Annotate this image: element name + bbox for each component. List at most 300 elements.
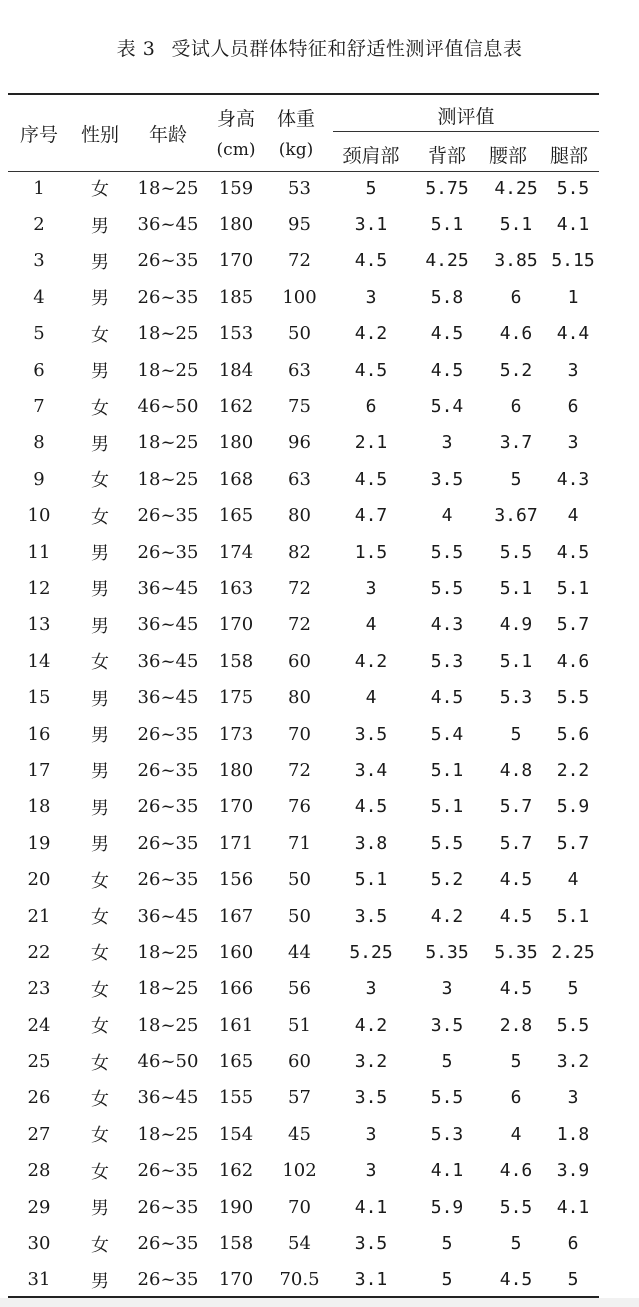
cell-waist: 5.5	[499, 1196, 533, 1218]
cell-back: 5.5	[430, 1087, 464, 1109]
header-weight: 体重	[276, 108, 315, 130]
cell-height: 184	[218, 359, 254, 381]
cell-back: 5.5	[430, 832, 464, 854]
cell-waist: 3.67	[494, 505, 538, 527]
data-table	[8, 170, 599, 1298]
cell-height: 175	[218, 687, 254, 709]
table-row	[8, 861, 599, 897]
cell-neck-shoulder: 5.1	[354, 869, 388, 891]
cell-back: 5.9	[430, 1196, 464, 1218]
cell-height: 163	[218, 577, 254, 599]
cell-neck-shoulder: 3	[365, 1123, 377, 1145]
cell-weight: 60	[288, 1051, 311, 1073]
cell-index: 5	[33, 323, 45, 345]
cell-gender: 男	[91, 797, 109, 819]
cell-index: 10	[27, 505, 51, 527]
table-row	[8, 1262, 599, 1298]
cell-back: 5.75	[425, 177, 469, 199]
cell-height: 160	[218, 941, 254, 963]
cell-leg: 5.5	[556, 1014, 590, 1036]
cell-waist: 2.8	[499, 1014, 533, 1036]
cell-neck-shoulder: 4.5	[354, 250, 388, 272]
cell-height: 170	[218, 1269, 254, 1291]
cell-age: 36~45	[137, 650, 199, 672]
cell-height: 159	[218, 177, 254, 199]
cell-back: 5.2	[430, 869, 464, 891]
cell-index: 15	[27, 687, 51, 709]
table-row	[8, 825, 599, 861]
cell-age: 36~45	[137, 687, 199, 709]
cell-neck-shoulder: 3	[365, 1160, 377, 1182]
cell-leg: 4	[567, 869, 579, 891]
cell-age: 18~25	[137, 359, 199, 381]
header-score-group: 测评值	[437, 106, 495, 128]
cell-leg: 4.4	[556, 323, 590, 345]
header-index: 序号	[19, 124, 58, 146]
cell-leg: 5.15	[551, 250, 595, 272]
cell-weight: 72	[288, 759, 311, 781]
cell-age: 26~35	[137, 1196, 199, 1218]
cell-index: 8	[33, 432, 45, 454]
header-waist: 腰部	[488, 145, 527, 167]
table-row	[8, 425, 599, 461]
cell-back: 5.1	[430, 759, 464, 781]
cell-index: 23	[27, 978, 51, 1000]
table-row	[8, 570, 599, 606]
cell-gender: 男	[91, 615, 109, 637]
cell-back: 4.2	[430, 905, 464, 927]
table-row	[8, 206, 599, 242]
cell-waist: 5.3	[499, 687, 533, 709]
cell-back: 4.5	[430, 359, 464, 381]
cell-waist: 5.1	[499, 650, 533, 672]
cell-leg: 6	[567, 1233, 579, 1255]
cell-waist: 4.5	[499, 869, 533, 891]
cell-index: 16	[27, 723, 51, 745]
cell-index: 7	[33, 396, 45, 418]
cell-back: 5.3	[430, 1123, 464, 1145]
cell-age: 18~25	[137, 323, 199, 345]
cell-age: 26~35	[137, 250, 199, 272]
cell-age: 18~25	[137, 177, 199, 199]
cell-back: 5	[441, 1233, 453, 1255]
cell-neck-shoulder: 4	[365, 614, 377, 636]
cell-leg: 4.5	[556, 541, 590, 563]
cell-age: 26~35	[137, 759, 199, 781]
cell-height: 155	[218, 1087, 254, 1109]
cell-gender: 男	[91, 288, 109, 310]
cell-waist: 4.9	[499, 614, 533, 636]
cell-age: 26~35	[137, 1160, 199, 1182]
cell-waist: 6	[510, 286, 522, 308]
cell-gender: 男	[91, 688, 109, 710]
cell-neck-shoulder: 4.2	[354, 323, 388, 345]
cell-neck-shoulder: 3.8	[354, 832, 388, 854]
table-row	[8, 643, 599, 679]
cell-neck-shoulder: 3	[365, 978, 377, 1000]
cell-leg: 5	[567, 1269, 579, 1291]
cell-gender: 女	[91, 179, 109, 201]
cell-leg: 5.5	[556, 687, 590, 709]
table-row	[8, 1080, 599, 1116]
cell-height: 168	[218, 468, 254, 490]
cell-back: 3.5	[430, 1014, 464, 1036]
cell-height: 166	[218, 978, 254, 1000]
cell-index: 20	[27, 869, 51, 891]
table-row	[8, 789, 599, 825]
cell-waist: 6	[510, 1087, 522, 1109]
cell-neck-shoulder: 6	[365, 396, 377, 418]
cell-waist: 4.5	[499, 905, 533, 927]
cell-neck-shoulder: 3.1	[354, 214, 388, 236]
cell-neck-shoulder: 4.2	[354, 1014, 388, 1036]
cell-gender: 女	[91, 470, 109, 492]
cell-height: 158	[218, 650, 254, 672]
cell-waist: 5.5	[499, 541, 533, 563]
cell-index: 31	[27, 1269, 51, 1291]
cell-weight: 76	[288, 796, 311, 818]
cell-index: 28	[27, 1160, 51, 1182]
cell-leg: 5.7	[556, 614, 590, 636]
cell-neck-shoulder: 3	[365, 286, 377, 308]
cell-age: 26~35	[137, 1233, 199, 1255]
cell-leg: 1	[567, 286, 579, 308]
cell-leg: 3.9	[556, 1160, 590, 1182]
cell-index: 1	[33, 177, 45, 199]
table-row	[8, 243, 599, 279]
cell-neck-shoulder: 3.5	[354, 723, 388, 745]
cell-neck-shoulder: 5.25	[349, 941, 393, 963]
cell-index: 27	[27, 1123, 51, 1145]
cell-age: 46~50	[137, 396, 199, 418]
cell-height: 180	[218, 214, 254, 236]
cell-gender: 女	[91, 1125, 109, 1147]
cell-weight: 50	[288, 905, 311, 927]
cell-gender: 女	[91, 397, 109, 419]
header-height: 身高	[216, 108, 255, 130]
cell-leg: 4.3	[556, 468, 590, 490]
cell-weight: 80	[288, 505, 311, 527]
cell-waist: 5	[510, 1051, 522, 1073]
cell-neck-shoulder: 4.7	[354, 505, 388, 527]
cell-back: 5	[441, 1051, 453, 1073]
cell-back: 5.5	[430, 577, 464, 599]
cell-weight: 100	[282, 286, 317, 308]
cell-leg: 5.5	[556, 177, 590, 199]
table-row	[8, 752, 599, 788]
cell-height: 156	[218, 869, 254, 891]
cell-back: 5	[441, 1269, 453, 1291]
cell-weight: 70	[288, 723, 311, 745]
cell-weight: 53	[288, 177, 311, 199]
cell-neck-shoulder: 3.2	[354, 1051, 388, 1073]
cell-neck-shoulder: 4.5	[354, 359, 388, 381]
cell-neck-shoulder: 3.5	[354, 1233, 388, 1255]
table-row	[8, 461, 599, 497]
table-number: 表 3	[116, 38, 156, 60]
cell-gender: 男	[91, 361, 109, 383]
cell-gender: 女	[91, 979, 109, 1001]
cell-leg: 5.6	[556, 723, 590, 745]
header-back: 背部	[427, 145, 466, 167]
table-row	[8, 898, 599, 934]
cell-gender: 女	[91, 1052, 109, 1074]
cell-leg: 3	[567, 432, 579, 454]
cell-age: 26~35	[137, 505, 199, 527]
table-row	[8, 388, 599, 424]
cell-back: 4.5	[430, 323, 464, 345]
cell-waist: 6	[510, 396, 522, 418]
cell-leg: 4	[567, 505, 579, 527]
cell-waist: 5.7	[499, 796, 533, 818]
cell-age: 26~35	[137, 1269, 199, 1291]
cell-leg: 5.1	[556, 905, 590, 927]
cell-gender: 女	[91, 943, 109, 965]
cell-neck-shoulder: 4.2	[354, 650, 388, 672]
cell-neck-shoulder: 3.5	[354, 1087, 388, 1109]
cell-height: 180	[218, 432, 254, 454]
cell-leg: 5.9	[556, 796, 590, 818]
table-caption	[0, 34, 639, 61]
cell-gender: 男	[91, 1270, 109, 1292]
cell-back: 3.5	[430, 468, 464, 490]
cell-waist: 5.7	[499, 832, 533, 854]
table-row	[8, 534, 599, 570]
cell-age: 18~25	[137, 1123, 199, 1145]
cell-leg: 2.25	[551, 941, 595, 963]
cell-age: 26~35	[137, 869, 199, 891]
cell-gender: 男	[91, 834, 109, 856]
cell-index: 29	[27, 1196, 51, 1218]
cell-index: 25	[27, 1051, 51, 1073]
cell-height: 185	[218, 286, 254, 308]
table-body	[8, 170, 599, 1298]
cell-age: 18~25	[137, 432, 199, 454]
cell-gender: 男	[91, 725, 109, 747]
cell-neck-shoulder: 3.1	[354, 1269, 388, 1291]
cell-neck-shoulder: 3.4	[354, 759, 388, 781]
table-row	[8, 1116, 599, 1152]
cell-waist: 3.7	[499, 432, 533, 454]
cell-neck-shoulder: 5	[365, 177, 377, 199]
cell-back: 4.1	[430, 1160, 464, 1182]
cell-back: 5.8	[430, 286, 464, 308]
page-edge	[0, 1298, 639, 1307]
cell-neck-shoulder: 2.1	[354, 432, 388, 454]
cell-neck-shoulder: 4.5	[354, 796, 388, 818]
cell-age: 36~45	[137, 905, 199, 927]
cell-back: 4.3	[430, 614, 464, 636]
cell-leg: 4.1	[556, 214, 590, 236]
top-rule	[8, 93, 599, 95]
cell-index: 11	[27, 541, 51, 563]
cell-neck-shoulder: 1.5	[354, 541, 388, 563]
cell-weight: 72	[288, 250, 311, 272]
cell-height: 165	[218, 1051, 254, 1073]
table-row	[8, 934, 599, 970]
table-row	[8, 716, 599, 752]
cell-index: 17	[27, 759, 51, 781]
cell-weight: 63	[288, 359, 311, 381]
cell-height: 153	[218, 323, 254, 345]
cell-height: 171	[218, 832, 254, 854]
cell-back: 5.1	[430, 796, 464, 818]
cell-age: 36~45	[137, 577, 199, 599]
cell-height: 190	[218, 1196, 254, 1218]
header-height-unit: (cm)	[216, 140, 256, 160]
cell-weight: 95	[288, 214, 311, 236]
table-row	[8, 1153, 599, 1189]
cell-weight: 96	[288, 432, 311, 454]
cell-neck-shoulder: 4.1	[354, 1196, 388, 1218]
cell-waist: 4.8	[499, 759, 533, 781]
cell-age: 26~35	[137, 796, 199, 818]
cell-index: 19	[27, 832, 51, 854]
cell-weight: 75	[288, 396, 311, 418]
cell-index: 30	[27, 1233, 51, 1255]
cell-weight: 72	[288, 577, 311, 599]
cell-back: 5.5	[430, 541, 464, 563]
cell-gender: 女	[91, 652, 109, 674]
cell-weight: 54	[288, 1233, 311, 1255]
cell-index: 21	[27, 905, 51, 927]
cell-index: 2	[33, 214, 45, 236]
cell-leg: 4.1	[556, 1196, 590, 1218]
cell-weight: 70.5	[279, 1269, 320, 1291]
cell-back: 3	[441, 978, 453, 1000]
cell-weight: 71	[288, 832, 311, 854]
cell-index: 26	[27, 1087, 51, 1109]
cell-weight: 45	[288, 1123, 311, 1145]
cell-weight: 57	[288, 1087, 311, 1109]
cell-waist: 4.6	[499, 1160, 533, 1182]
cell-index: 6	[33, 359, 45, 381]
table-row	[8, 1189, 599, 1225]
cell-leg: 3	[567, 1087, 579, 1109]
table-row	[8, 316, 599, 352]
cell-leg: 5	[567, 978, 579, 1000]
table-title: 受试人员群体特征和舒适性测评值信息表	[171, 38, 523, 60]
cell-waist: 5.1	[499, 577, 533, 599]
header-gender: 性别	[80, 124, 119, 146]
cell-back: 5.35	[425, 941, 469, 963]
cell-weight: 82	[288, 541, 311, 563]
table-row	[8, 679, 599, 715]
cell-leg: 4.6	[556, 650, 590, 672]
cell-back: 5.3	[430, 650, 464, 672]
cell-index: 13	[27, 614, 51, 636]
cell-waist: 5.1	[499, 214, 533, 236]
cell-gender: 女	[91, 506, 109, 528]
table-row	[8, 1225, 599, 1261]
cell-waist: 5	[510, 1233, 522, 1255]
cell-age: 26~35	[137, 286, 199, 308]
cell-neck-shoulder: 4	[365, 687, 377, 709]
cell-gender: 男	[91, 761, 109, 783]
cell-neck-shoulder: 3	[365, 577, 377, 599]
cell-height: 162	[218, 1160, 254, 1182]
cell-index: 9	[33, 468, 45, 490]
header-neck-shoulder: 颈肩部	[342, 145, 400, 167]
table-row	[8, 279, 599, 315]
cell-age: 36~45	[137, 614, 199, 636]
cell-waist: 4.25	[494, 177, 538, 199]
cell-index: 14	[27, 650, 51, 672]
cell-gender: 男	[91, 579, 109, 601]
cell-leg: 5.7	[556, 832, 590, 854]
score-group-rule	[333, 131, 599, 132]
cell-index: 12	[27, 577, 51, 599]
cell-age: 26~35	[137, 723, 199, 745]
cell-back: 5.1	[430, 214, 464, 236]
cell-age: 36~45	[137, 214, 199, 236]
header-age: 年龄	[148, 124, 187, 146]
cell-neck-shoulder: 4.5	[354, 468, 388, 490]
cell-height: 167	[218, 905, 254, 927]
cell-index: 3	[33, 250, 45, 272]
cell-height: 170	[218, 250, 254, 272]
cell-leg: 2.2	[556, 759, 590, 781]
cell-index: 18	[27, 796, 51, 818]
cell-waist: 5.2	[499, 359, 533, 381]
cell-back: 5.4	[430, 723, 464, 745]
cell-weight: 60	[288, 650, 311, 672]
cell-gender: 女	[91, 1234, 109, 1256]
cell-back: 4	[441, 505, 453, 527]
cell-height: 161	[218, 1014, 254, 1036]
header-weight-unit: (kg)	[278, 140, 314, 160]
cell-height: 173	[218, 723, 254, 745]
cell-weight: 50	[288, 323, 311, 345]
cell-waist: 5	[510, 468, 522, 490]
table-row	[8, 170, 599, 206]
cell-gender: 男	[91, 1198, 109, 1220]
cell-height: 170	[218, 796, 254, 818]
cell-height: 180	[218, 759, 254, 781]
cell-weight: 80	[288, 687, 311, 709]
cell-back: 4.5	[430, 687, 464, 709]
cell-weight: 50	[288, 869, 311, 891]
cell-age: 26~35	[137, 832, 199, 854]
cell-index: 24	[27, 1014, 51, 1036]
cell-waist: 4.5	[499, 1269, 533, 1291]
cell-weight: 70	[288, 1196, 311, 1218]
cell-neck-shoulder: 3.5	[354, 905, 388, 927]
cell-leg: 6	[567, 396, 579, 418]
cell-gender: 男	[91, 215, 109, 237]
cell-gender: 女	[91, 1161, 109, 1183]
cell-back: 3	[441, 432, 453, 454]
cell-height: 158	[218, 1233, 254, 1255]
cell-weight: 72	[288, 614, 311, 636]
cell-gender: 男	[91, 543, 109, 565]
cell-gender: 女	[91, 907, 109, 928]
cell-waist: 4	[510, 1123, 522, 1145]
cell-height: 174	[218, 541, 254, 563]
cell-back: 5.4	[430, 396, 464, 418]
cell-age: 18~25	[137, 1014, 199, 1036]
cell-gender: 女	[91, 1016, 109, 1038]
cell-height: 165	[218, 505, 254, 527]
cell-weight: 102	[282, 1160, 317, 1182]
header-leg: 腿部	[549, 145, 588, 167]
cell-waist: 5	[510, 723, 522, 745]
cell-gender: 女	[91, 324, 109, 346]
cell-index: 4	[33, 286, 45, 308]
cell-gender: 女	[91, 870, 109, 892]
cell-weight: 44	[288, 941, 311, 963]
cell-leg: 3	[567, 359, 579, 381]
